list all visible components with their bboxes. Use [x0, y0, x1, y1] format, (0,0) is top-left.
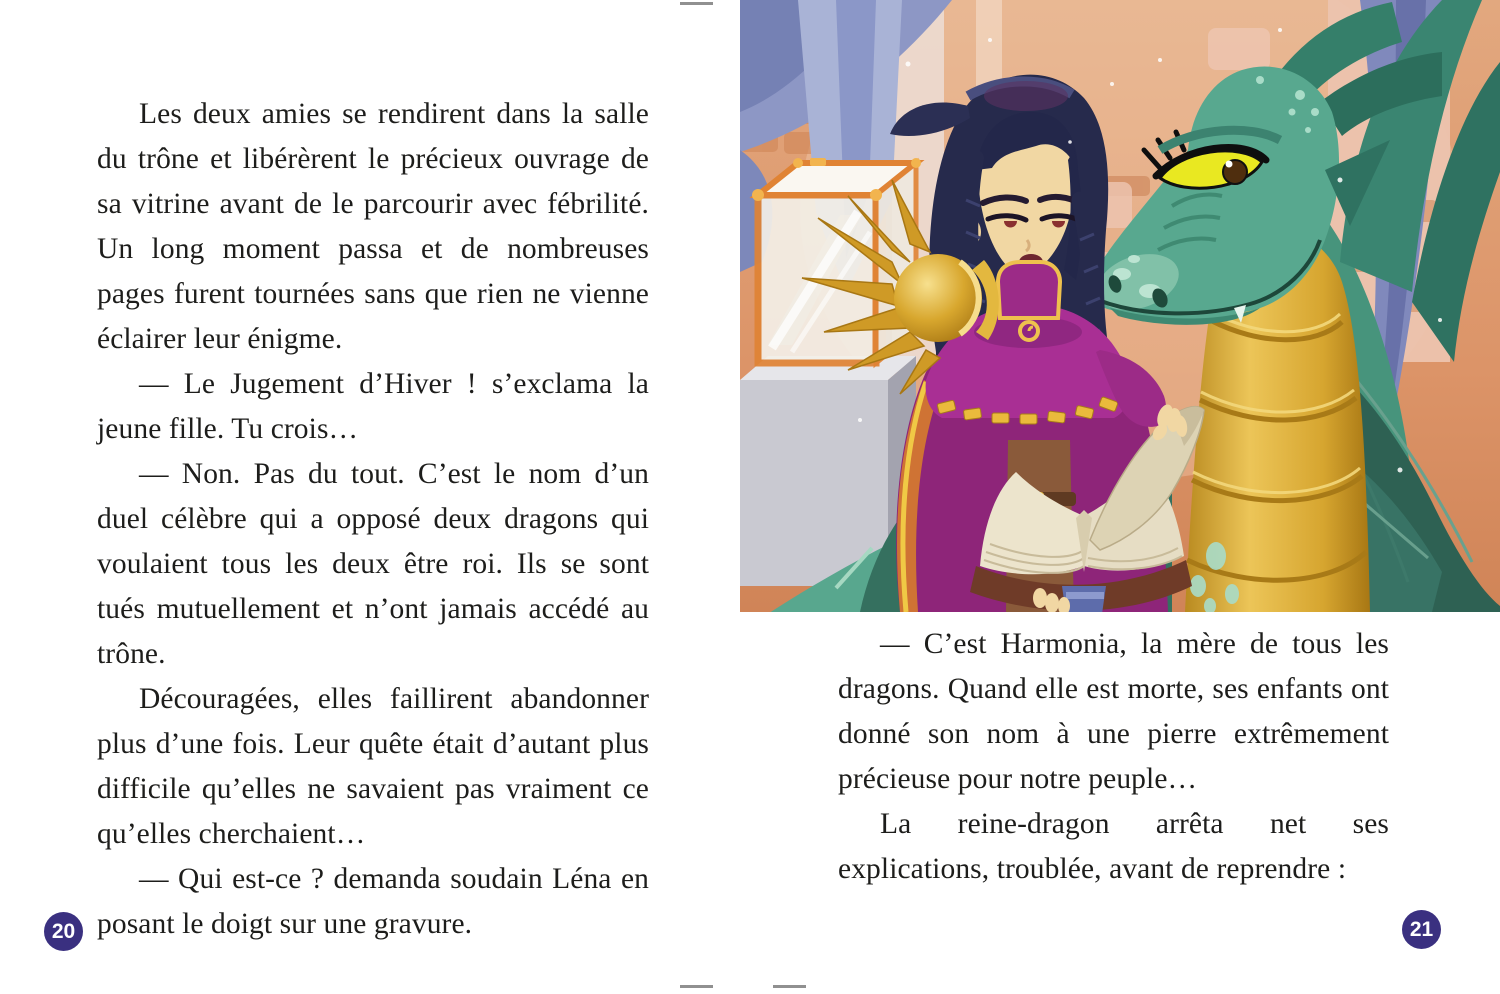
paragraph: — Qui est-ce ? demanda soudain Léna en posant le doigt sur une gravure. — [97, 863, 649, 940]
paragraph: La reine-dragon arrêta net ses explications, troublée, avant de reprendre : — [838, 808, 1389, 885]
fold-mark-bottom-left — [680, 985, 713, 988]
fold-mark-bottom-right — [773, 985, 806, 988]
right-page-text — [838, 622, 1389, 892]
paragraph: — Le Jugement d’Hiver ! s’exclama la jeune fille. Tu crois… — [97, 368, 649, 445]
paragraph: Découragées, elles faillirent abandonner plus d’une fois. Leur quête était d’autant plus difficile qu’elles ne savaient pas vraiment ce qu’elles cherchaient… — [97, 683, 649, 850]
paragraph: — C’est Harmonia, la mère de tous les dragons. Quand elle est morte, ses enfants ont donné son nom à une pierre extrêmement précieuse pour notre peuple… — [838, 628, 1389, 795]
page-number-left: 20 — [44, 912, 83, 951]
paragraph: — Non. Pas du tout. C’est le nom d’un duel célèbre qui a opposé deux dragons qui voulaient tous les deux être roi. Ils se sont tués mutuellement et n’ont jamais accédé au trône. — [97, 458, 649, 670]
left-page-text — [97, 92, 649, 947]
story-illustration — [740, 0, 1500, 612]
fold-mark-top — [680, 2, 713, 5]
page-number-right: 21 — [1402, 910, 1441, 949]
paragraph: Les deux amies se rendirent dans la salle du trône et libérèrent le précieux ouvrage de sa vitrine avant de le parcourir avec fébrilité. Un long moment passa et de nombreuses pages furent tournées sans que rien ne vienne éclairer leur énigme. — [97, 98, 649, 355]
